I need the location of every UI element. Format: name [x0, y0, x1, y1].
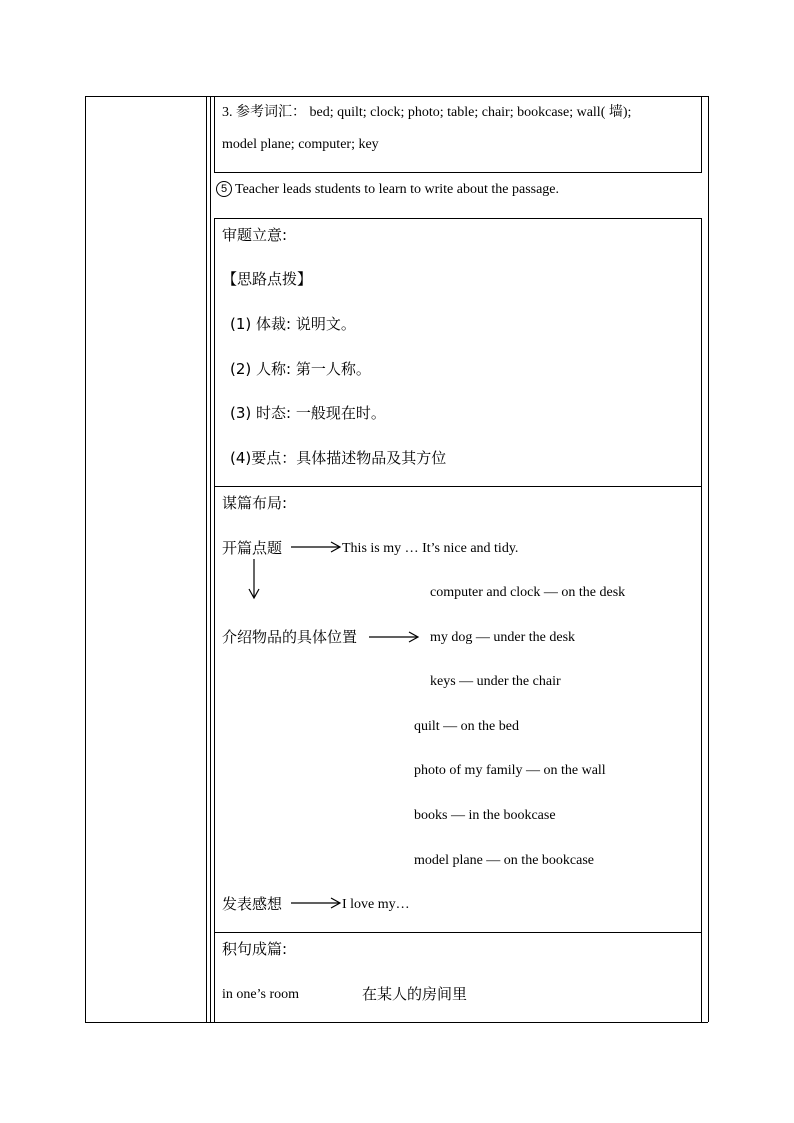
table-right-border	[708, 96, 709, 1022]
item-keys: keys — under the chair	[430, 674, 561, 689]
phrase-chinese: 在某人的房间里	[362, 985, 468, 1003]
item-computer-clock: computer and clock — on the desk	[430, 585, 626, 600]
closing-label: 发表感想	[222, 895, 283, 913]
tips-heading: 【思路点拨】	[222, 270, 313, 288]
item-model-plane: model plane — on the bookcase	[414, 853, 595, 868]
analysis-item-3: (3) 时态: 一般现在时。	[230, 404, 386, 422]
analysis-heading: 审题立意:	[222, 226, 288, 244]
sentences-heading: 积句成篇:	[222, 940, 288, 958]
item-quilt: quilt — on the bed	[414, 719, 519, 734]
table-column-divider	[206, 96, 207, 1022]
vocabulary-line-1: 3. 参考词汇： bed; quilt; clock; photo; table; chair; bookcase; wall( 墙);	[222, 105, 632, 120]
position-label: 介绍物品的具体位置	[222, 628, 358, 646]
step-5-text: Teacher leads students to learn to write about the passage.	[235, 182, 560, 197]
table-column-divider-inner	[210, 96, 211, 1022]
phrase-english: in one’s room	[222, 987, 299, 1002]
item-books: books — in the bookcase	[414, 808, 556, 823]
vocabulary-line-2: model plane; computer; key	[222, 137, 379, 152]
guide-divider-2	[214, 932, 702, 933]
opening-text: This is my … It’s nice and tidy.	[342, 541, 519, 556]
writing-guide-box	[214, 218, 702, 1023]
opening-label: 开篇点题	[222, 539, 283, 557]
step-5-line	[216, 181, 559, 199]
analysis-item-1: (1) 体裁: 说明文。	[230, 315, 356, 333]
item-my-dog: my dog — under the desk	[430, 630, 576, 645]
table-left-border	[85, 96, 86, 1022]
layout-heading: 谋篇布局:	[222, 494, 288, 512]
analysis-item-2: (2) 人称: 第一人称。	[230, 360, 371, 378]
position-arrow-icon	[367, 630, 421, 644]
closing-text: I love my…	[342, 897, 410, 912]
analysis-item-4: (4)要点：具体描述物品及其方位	[230, 449, 447, 467]
closing-arrow-icon	[289, 896, 343, 910]
down-arrow-icon	[246, 557, 262, 601]
opening-arrow-icon	[289, 540, 343, 554]
item-photo: photo of my family — on the wall	[414, 763, 606, 778]
guide-divider-1	[214, 486, 702, 487]
circled-number: 5	[216, 181, 232, 197]
